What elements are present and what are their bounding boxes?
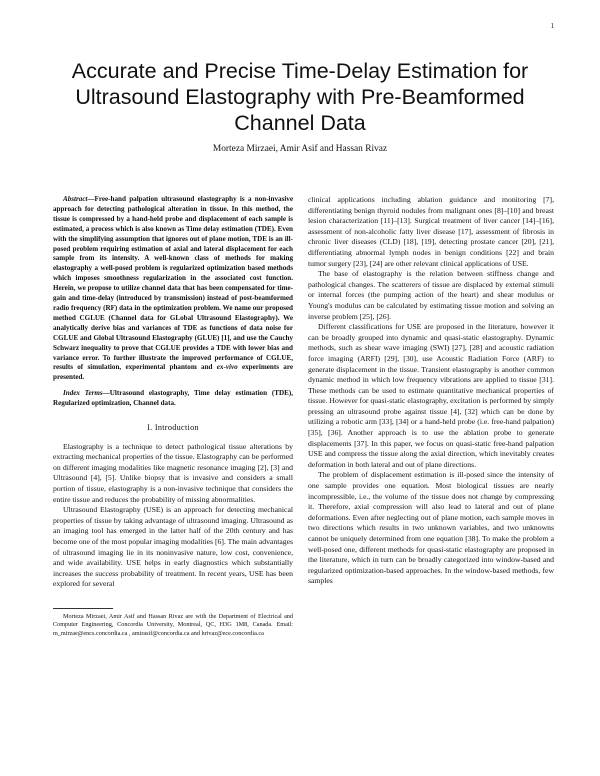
footnote-divider [53, 608, 113, 609]
right-paragraph: The base of elastography is the relation between stiffness change and pathological changes. The scatterers of tissue are displaced by external stimuli or internal forces (the pumping action of the heart) and shear modulus or Young's modulus can be calculated by estimating tissue motion and solving an inverse problem [25], [26]. [308, 269, 554, 321]
left-paragraph: Ultrasound Elastography (USE) is an approach for detecting mechanical properties of tissue by taking advantage of ultrasound imaging. Ultrasound as an imaging tool has emerged in the latter half of the 20th century and has become one of the most popular imaging modalities [6]. The main advantages of ultrasound imaging lie in its noninvasive nature, low cost, convenience, and wide availability. USE helps in early diagnostics which substantially increases the success probability of treatment. In recent years, USE has been explored for several [53, 505, 293, 589]
right-column [308, 195, 554, 587]
author-footnote: Morteza Mirzaei, Amir Asif and Hassan Rivaz are with the Department of Electrical and Computer Engineering, Concordia University, Montreal, QC, H3G 1M8, Canada. Email: m_mirzae@encs.concordia.ca , amirasif@concordia.ca and hrivaz@ece.concordia.ca [53, 612, 293, 637]
abstract [53, 195, 293, 383]
paper-title: Accurate and Precise Time-Delay Estimation for Ultrasound Elastography with Pre-Beamformed Channel Data [71, 59, 529, 135]
page-number: 1 [550, 22, 554, 30]
paper-authors: Morteza Mirzaei, Amir Asif and Hassan Rivaz [212, 144, 388, 154]
index-text: —Ultrasound elastography, Time delay estimation (TDE), Regularized optimization, Channel data. [53, 389, 293, 408]
index-terms [53, 389, 293, 409]
abstract-end: experiments are presented. [53, 363, 293, 382]
right-paragraph: The problem of displacement estimation is ill-posed since the intensity of one sample provides one equation. Most biological tissues are nearly incompressible, i.e., the volume of the tissue does not change by compressing it. Therefore, axial compression will also lead to lateral and out of plane deformations. Even after neglecting out of plane motion, each sample moves in two directions which results in two unknown variables, and two unknowns cannot be uniquely determined from one equation [38]. To make the problem a well-posed one, different methods for quasi-static elastography are proposed in the literature, which in turn can be broadly categorized into window-based and regularized optimization-based approaches. In the window-based methods, few samples [308, 470, 554, 586]
section-heading: I. Introduction [147, 423, 199, 433]
abstract-text: —Free-hand palpation ultrasound elastography is a non-invasive approach for detecting pathological alteration in tissue. In this method, the tissue is compressed by a hand-held probe and displacement of each sample is estimated, a process which is also known as Time delay estimation (TDE). Even with the simplifying assumption that ignores out of plane motion, TDE is an ill-posed problem requiring estimation of axial and lateral displacement for each sample from its intensity. A well-known class of methods for making elastography a well-posed problem is regularized optimization based methods which imposes smoothness regularization in the associated cost function. Herein, we propose to utilize channel data that has been compensated for time-gain and time-delay (introduced by transmission) instead of post-beamformed radio frequency (RF) data in the optimization problem. We name our proposed method CGLUE (Channel data for GLobal Ultrasound Elastography). We analytically derive bias and variances of TDE as functions of data noise for CGLUE and Global Ultrasound Elastography (GLUE) [1], and use the Cauchy Schwarz inequality to prove that CGLUE provides a TDE with lower bias and variance error. To further illustrate the improved performance of CGLUE, results of simulation, experimental phantom and [53, 195, 293, 372]
left-column [53, 195, 293, 638]
abstract-italic: ex-vivo [216, 363, 238, 372]
right-paragraph: clinical applications including ablation guidance and monitoring [7], differentiating benign thyroid nodules from malignant ones [8]–[10] and breast lesion characterization [11]–[13]. Surgical treatment of liver cancer [14]–[16], assessment of non-alcoholic fatty liver disease [17], assessment of fibrosis in chronic liver diseases (CLD) [18], [19], detecting prostate cancer [20], [21], differentiating abnormal lymph nodes in benign conditions [22] and brain tumor surgery [23], [24] are other relevant clinical applications of USE. [308, 195, 554, 268]
left-paragraph: Elastography is a technique to detect pathological tissue alterations by extracting mechanical properties of the tissue. Elastography can be performed on different imaging modalities like magnetic resonance imaging [2], [3] and Ultrasound [4], [5]. Unlike biopsy that is invasive and considers a small portion of tissue, elastography is a non-invasive technique that considers the entire tissue and reduces the probability of missing abnormalities. [53, 441, 293, 504]
abstract-label: Abstract [63, 195, 88, 203]
index-label: Index Terms [63, 389, 103, 398]
right-paragraph: Different classifications for USE are proposed in the literature, however it can be broadly grouped into dynamic and quasi-static elastography. Dynamic methods, such as shear wave imaging (SWI) [27], [28] and acoustic radiation force imaging (ARFI) [29], [30], use Acoustic Radiation Force (ARF) to generate displacement in the tissue. Transient elastography is another common dynamic method in which low frequency vibrations are applied to tissue [31]. These methods can be used to estimate quantitative mechanical properties of tissue. However for quasi-static elastography, excitation is performed by simply pressing an ultrasound probe against tissue [4], [32] which can be done by utilizing a robotic arm [33], [34] or a hand-held probe (i.e. free-hand palpation) [35], [36]. Another approach is to use the ablation probe to generate displacements [37]. In this paper, we focus on quasi-static free-hand palpation USE and compress the tissue along the axial direction, which inevitably creates deformation in both lateral and out of plane directions. [308, 322, 554, 469]
